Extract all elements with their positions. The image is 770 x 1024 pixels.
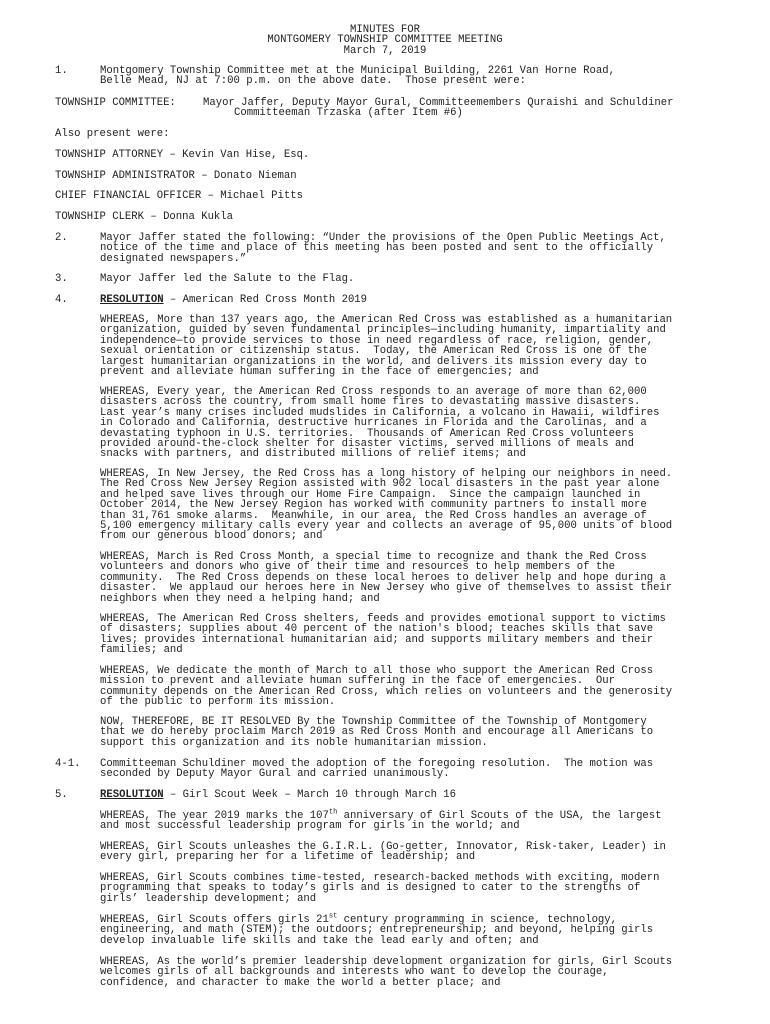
text-line: welcomes girls of all backgrounds and interests who want to develop the courage, — [100, 966, 609, 979]
text-line: WHEREAS, Girl Scouts unleashes the G.I.R.L. (Go-getter, Innovator, Risk-taker, Leader) in — [100, 841, 666, 853]
text-fragment: century programming in science, technology, — [337, 914, 618, 926]
text-line: 5,100 emergency military calls every year and collects an average of 95,000 units of blood — [100, 519, 673, 532]
text-line: Montgomery Township Committee met at the Municipal Building, 2261 Van Horne Road, — [100, 65, 615, 77]
committee-label: TOWNSHIP COMMITTEE: — [55, 97, 176, 109]
official-line: CHIEF FINANCIAL OFFICER – Michael Pitts — [55, 190, 303, 202]
text-line: families; and — [100, 644, 183, 657]
text-line: October 2014, the New Jersey Region has worked with community partners to install more — [100, 499, 647, 512]
text-line: The Red Cross New Jersey Region assisted with 902 local disasters in the past year alone — [100, 478, 660, 491]
text-line: WHEREAS, In New Jersey, the Red Cross has a long history of helping our neighbors in need. — [100, 468, 673, 480]
text-line: support this organization and its noble humanitarian mission. — [100, 736, 488, 749]
official-line: TOWNSHIP CLERK – Donna Kukla — [55, 211, 234, 223]
resolution-heading — [100, 790, 456, 800]
text-line: disasters across the country, from small home fires to devastating massive disasters. — [100, 396, 641, 409]
item-number: 4-1. — [55, 758, 81, 770]
text-line: WHEREAS, We dedicate the month of March to all those who support the American Red Cross — [100, 665, 654, 677]
text-line: Mayor Jaffer led the Salute to the Flag. — [100, 273, 355, 285]
official-line: TOWNSHIP ADMINISTRATOR – Donato Nieman — [55, 170, 297, 182]
header-line-2: MONTGOMERY TOWNSHIP COMMITTEE MEETING — [267, 34, 503, 47]
text-fragment: WHEREAS, Girl Scouts offers girls 21 — [100, 914, 329, 926]
text-line: every girl, preparing her for a lifetime of leadership; and — [100, 851, 476, 864]
superscript: st — [328, 912, 338, 921]
item-number: 3. — [55, 273, 68, 285]
resolution-label: RESOLUTION — [100, 294, 164, 306]
text-line: Committeeman Schuldiner moved the adoption of the foregoing resolution. The motion was — [100, 758, 654, 770]
resolution-title: – Girl Scout Week – March 10 through March 16 — [163, 789, 457, 801]
header-line-3: March 7, 2019 — [343, 44, 427, 57]
text-line: organization, guided by seven fundamental principles—including humanity, impartiality and — [100, 324, 666, 337]
text-line: develop invaluable life skills and take the lead early and often; and — [100, 934, 539, 947]
text-line: than 31,761 smoke alarms. Meanwhile, in our area, the Red Cross handles an average of — [100, 509, 647, 522]
text-line: devastating typhoon in U.S. territories. Thousands of American Red Cross volunteers — [100, 427, 635, 440]
official-line: TOWNSHIP ATTORNEY – Kevin Van Hise, Esq. — [55, 149, 310, 161]
text-line: community depends on the American Red Cross, which relies on volunteers and the generosity — [100, 685, 673, 698]
resolution-label: RESOLUTION — [100, 789, 164, 801]
also-present-label: Also present were: — [55, 128, 170, 140]
text-line: of the public to perform its mission. — [100, 696, 336, 709]
text-line: prevent and alleviate human suffering in the face of emergencies; and — [100, 365, 539, 378]
text-line: in Colorado and California, destructive hurricanes in Florida and the Carolinas, and a — [100, 417, 647, 430]
item-number: 1. — [55, 65, 68, 77]
committee-late-member: Committeeman Trzaska (after Item #6) — [234, 107, 463, 120]
text-line: of disasters; supplies about 40 percent of the nation's blood; teaches skills that save — [100, 623, 654, 636]
item-number: 2. — [55, 232, 68, 244]
text-line: volunteers and donors who give of their time and resources to help members of the — [100, 561, 615, 574]
text-line: designated newspapers.” — [100, 252, 247, 265]
text-line: lives; provides international humanitarian aid; and supports military members and their — [100, 633, 654, 646]
minutes-header — [0, 25, 770, 56]
text-line: snacks with partners, and distributed millions of relief items; and — [100, 448, 526, 461]
text-line: NOW, THEREFORE, BE IT RESOLVED By the Township Committee of the Township of Montgomery — [100, 716, 647, 728]
text-line: notice of the time and place of this meeting has been posted and sent to the officially — [100, 242, 654, 255]
text-line: largest humanitarian organizations in the world, and delivers its mission every day to — [100, 355, 647, 368]
text-line: mission to prevent and alleviate human suffering in the face of emergencies. Our — [100, 675, 615, 688]
text-line: confidence, and character to make the world a better place; and — [100, 976, 501, 989]
text-line: Mayor Jaffer stated the following: “Under the provisions of the Open Public Meetings Act, — [100, 232, 666, 244]
resolution-heading — [100, 295, 367, 305]
text-fragment: WHEREAS, The year 2019 marks the 107 — [100, 810, 329, 822]
text-line: WHEREAS, March is Red Cross Month, a special time to recognize and thank the Red Cross — [100, 551, 647, 563]
text-line: WHEREAS, The American Red Cross shelters, feeds and provides emotional support to victims — [100, 613, 666, 625]
text-line: independence—to provide services to those in need regardless of race, religion, gender, — [100, 334, 654, 347]
text-line: and helped save lives through our Home Fire Campaign. Since the campaign launched in — [100, 488, 641, 501]
superscript: th — [328, 808, 338, 817]
text-line: community. The Red Cross depends on these local heroes to deliver help and hope during a — [100, 571, 666, 584]
text-line: WHEREAS, Every year, the American Red Cross responds to an average of more than 62,000 — [100, 386, 647, 398]
text-line: neighbors when they need a helping hand; and — [100, 592, 380, 605]
text-line: that we do hereby proclaim March 2019 as Red Cross Month and encourage all Americans to — [100, 726, 654, 739]
resolution-title: – American Red Cross Month 2019 — [163, 294, 368, 306]
text-line: Belle Mead, NJ at 7:00 p.m. on the above date. Those present were: — [100, 75, 526, 88]
text-line: engineering, and math (STEM); the outdoors; entrepreneurship; and beyond, helping girls — [100, 924, 654, 937]
text-line: sexual orientation or citizenship status. Today, the American Red Cross is one of the — [100, 345, 647, 358]
text-line: seconded by Deputy Mayor Gural and carried unanimously. — [100, 768, 450, 781]
header-line-1: MINUTES FOR — [350, 24, 420, 36]
text-line: provided around-the-clock shelter for disaster victims, served millions of meals and — [100, 437, 635, 450]
text-line: WHEREAS, More than 137 years ago, the American Red Cross was established as a humanitarian — [100, 314, 673, 326]
text-fragment: anniversary of Girl Scouts of the USA, the largest — [337, 810, 662, 822]
text-line: programming that speaks to today’s girls and is designed to cater to the strengths of — [100, 882, 641, 895]
text-line: disaster. We applaud our heroes here in New Jersey who give of themselves to assist their — [100, 582, 673, 595]
text-line: from our generous blood donors; and — [100, 530, 323, 543]
text-line: Last year’s many crises included mudslides in California, a volcano in Hawaii, wildfires — [100, 406, 660, 419]
text-line: WHEREAS, As the world’s premier leadership development organization for girls, Girl Scouts — [100, 956, 673, 968]
text-line: WHEREAS, Girl Scouts combines time-tested, research-backed methods with exciting, modern — [100, 872, 660, 884]
committee-members: Mayor Jaffer, Deputy Mayor Gural, Committeemembers Quraishi and Schuldiner — [203, 97, 674, 109]
item-number: 4. — [55, 294, 68, 306]
text-line: girls’ leadership development; and — [100, 892, 317, 905]
text-line: and most successful leadership program for girls in the world; and — [100, 820, 520, 833]
item-number: 5. — [55, 789, 68, 801]
